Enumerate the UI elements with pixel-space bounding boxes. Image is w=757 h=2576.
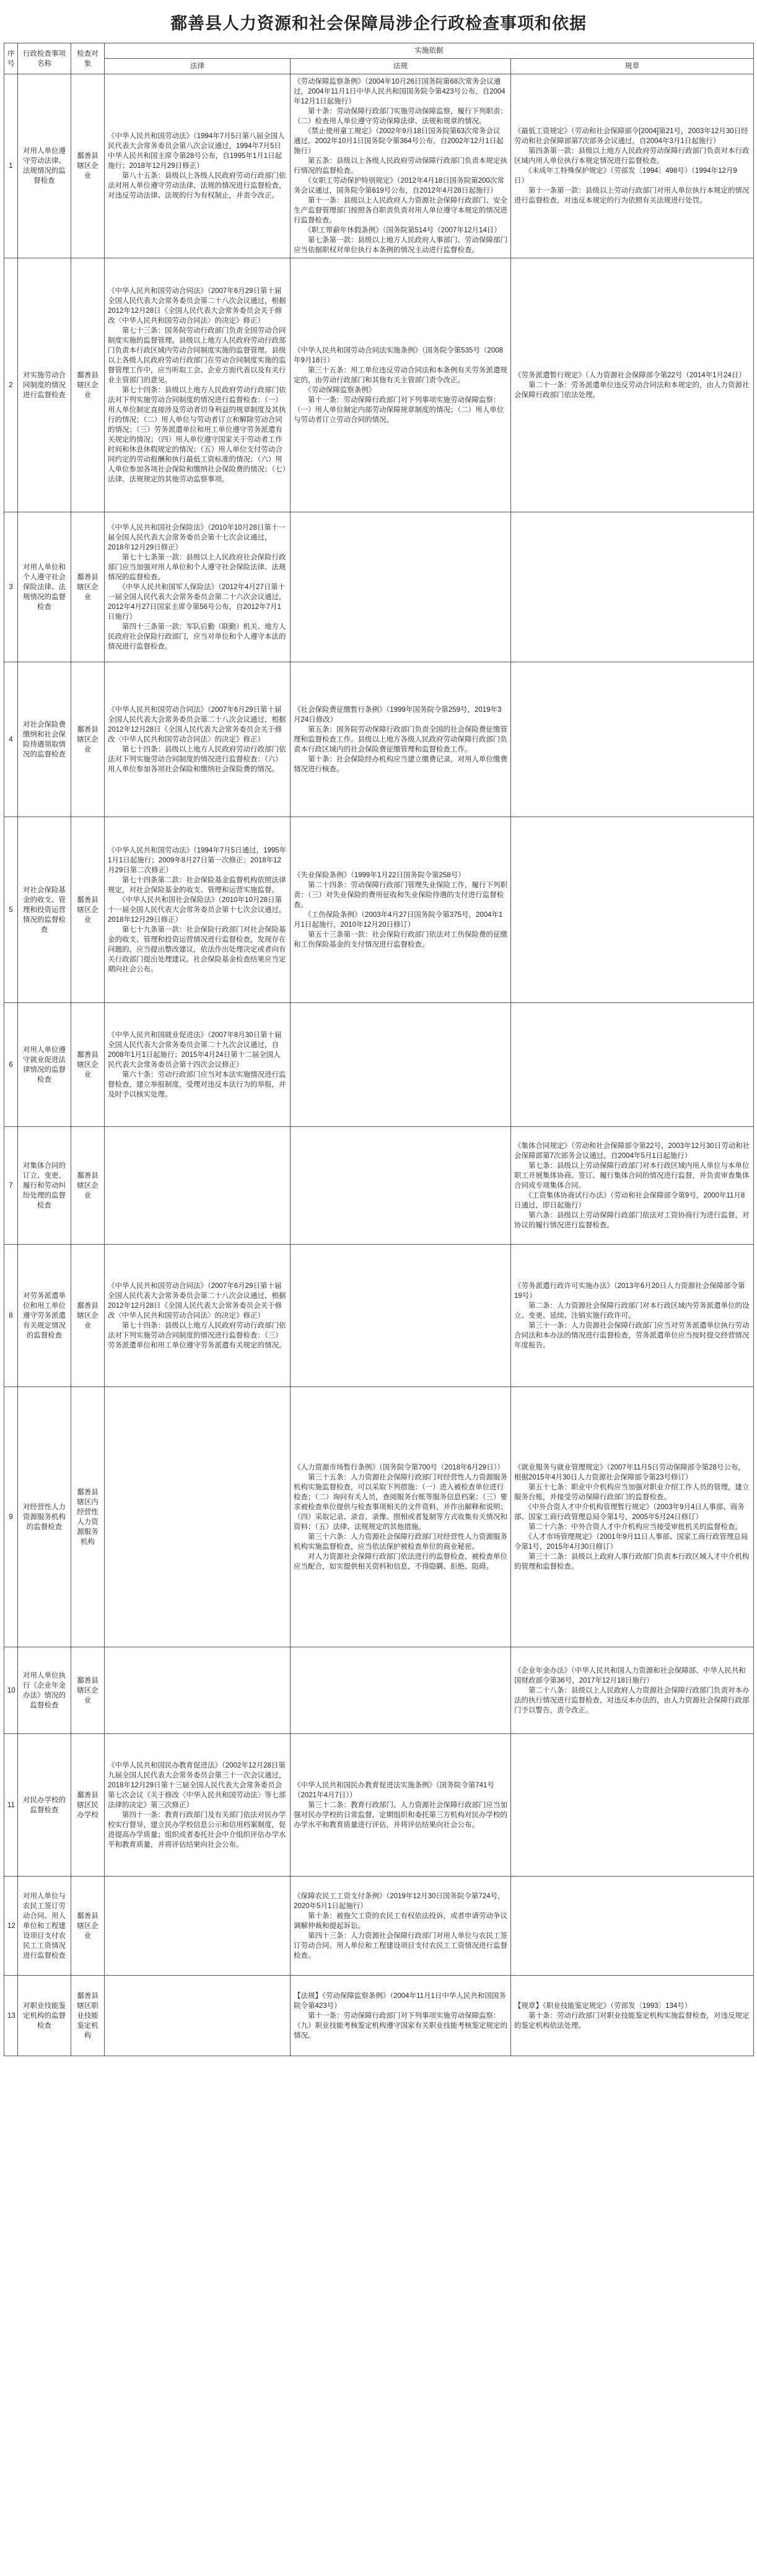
row-law (105, 1127, 291, 1245)
row-law: 《中华人民共和国劳动法》（1994年7月5日通过，1995年1月1日起施行；2009年8月27日第一次修正；2018年12月29日第二次修正） 第七十四条第二款：社会保险基金监督机构依照法律规定，对社会保险基金的收支、管理和运营实施监督。 《中华人民共和国社会保险法》（2010年10月28日第十一届全国人民代表大会常务委员会第十七次会议通过，2018年12月29日修正） 第七十九条第一款：社会保险行政部门对社会保险基金的收支、管理和投资运营情况进行监督检查，发现存在问题的，应当提出整改建议，依法作出处理决定或者向有关行政部门提出处理建议。社会保险基金检查结果应当定期向社会公布。 (105, 817, 291, 1003)
row-name: 对用人单位和个人遵守社会保险法律、法规情况的监督检查 (18, 512, 71, 662)
row-seq: 10 (4, 1647, 18, 1734)
table-row (4, 74, 754, 258)
row-regulation (291, 1245, 511, 1387)
row-regulation: 《保障农民工工资支付条例》（2019年12月30日国务院令第724号，2020年5月1日起施行） 第十条：被拖欠工资的农民工有权依法投诉，或者申请劳动争议调解仲裁和提起诉讼。 第四十三条：人力资源社会保障行政部门对用人单位与农民工签订劳动合同、用人单位和工程建设项目支付农民工工资情况进行监督检查。 (291, 1877, 511, 1976)
header-regulation: 法规 (291, 59, 511, 74)
row-rule: 《劳务派遣暂行规定》（人力资源社会保障部令第22号（2014年1月24日） 第二十一条：劳务派遣单位违反劳动合同法和本规定的，由人力资源社会保障行政部门依法处理。 (511, 258, 754, 512)
row-rule: 《集体合同规定》（劳动和社会保障部令第22号，2003年12月30日劳动和社会保障部第7次部务会议通过，自2004年5月1日起施行） 第七条：县级以上劳动保障行政部门对本行政区域内用人单位与本单位职工开展集体协商、签订、履行集体合同的情况进行监督，并负责审查集体合同或专项集体合同。 《工资集体协商试行办法》（劳动和社会保障部令第9号，2000年11月8日通过，即日起施行） 第六条：县级以上劳动保障行政部门依法对工资协商行为进行监督，对协议的履行情况进行监督检查。 (511, 1127, 754, 1245)
row-rule: 《最低工资规定》（劳动和社会保障部令[2004]第21号，2003年12月30日经劳动和社会保障部第7次部务会议通过，自2004年3月1日起施行） 第四条第一款：县级以上地方人民政府劳动保障行政部门负责对本行政区域内用人单位执行本规定情况进行监督检查。 《未成年工特殊保护规定》（劳部发〔1994〕498号）（1994年12月9日） 第十一条第一款：县级以上劳动行政部门对用人单位执行本规定的情况进行监督检查，对违反本规定的行为依照有关法规进行处罚。 (511, 74, 754, 258)
row-name: 对实施劳动合同制度的情况进行监督检查 (18, 258, 71, 512)
row-law: 《中华人民共和国劳动合同法》（2007年6月29日第十届全国人民代表大会常务委员会第二十八次会议通过，根据2012年12月28日《全国人民代表大会常务委员会关于修改〈中华人民共和国劳动合同法〉的决定》修正） 第七十四条：县级以上地方人民政府劳动行政部门依法对下列实施劳动合同制度的情况进行监督检查：（三）劳务派遣单位和用工单位遵守劳务派遣有关规定的情况。 (105, 1245, 291, 1387)
header-seq: 序号 (4, 43, 18, 74)
row-regulation (291, 1647, 511, 1734)
row-regulation: 《社会保险费征缴暂行条例》（1999年国务院令第259号，2019年3月24日修改） 第五条：国务院劳动保障行政部门负责全国的社会保险费征缴管理和监督检查工作。县级以上地方各级人民政府劳动保障行政部门负责本行政区域内的社会保险费征缴管理和监督检查工作。 第十条：社会保险经办机构应当建立缴费记录，对用人单位缴费情况进行核查。 (291, 662, 511, 817)
row-seq: 4 (4, 662, 18, 817)
row-name: 对职业技能鉴定机构的监督检查 (18, 1976, 71, 2056)
header-rule: 规章 (511, 59, 754, 74)
row-regulation: 《劳动保障监察条例》（2004年10月26日国务院第68次常务会议通过，2004年11月1日中华人民共和国国务院令第423号公布，自2004年12月1日起施行） 第十条：劳动保障行政部门实施劳动保障监察，履行下列职责：（二）检查用人单位遵守劳动保障法律、法规和规章的情况。 《禁止使用童工规定》（2002年9月18日国务院第63次常务会议通过，2002年10月1日国务院令第364号公布，自2002年12月1日起施行） 第五条：县级以上各级人民政府劳动保障行政部门负责本规定执行情况的监督检查。 《女职工劳动保护特别规定》（2012年4月18日国务院第200次常务会议通过，国务院令第619号公布，自2012年4月28日起施行） 第十一条：县级以上人民政府人力资源社会保障行政部门、安全生产监督管理部门按照各自职责负责对用人单位遵守本规定的情况进行监督检查。 《职工带薪年休假条例》（国务院第514号（2007年12月14日） 第七条第一款：县级以上地方人民政府人事部门、劳动保障部门应当依据职权对单位执行本条例的情况主动进行监督检查。 (291, 74, 511, 258)
row-seq: 7 (4, 1127, 18, 1245)
row-seq: 12 (4, 1877, 18, 1976)
table-row (4, 1003, 754, 1127)
row-object: 鄱善县辖区内经营性人力资源服务机构 (71, 1387, 105, 1647)
row-seq: 8 (4, 1245, 18, 1387)
table-row (4, 258, 754, 512)
row-object: 鄱善县辖区企业 (71, 1003, 105, 1127)
table-row (4, 817, 754, 1003)
row-law (105, 1647, 291, 1734)
table-row (4, 1877, 754, 1976)
table-row (4, 512, 754, 662)
row-rule (511, 1877, 754, 1976)
row-object: 鄱善县辖区企业 (71, 817, 105, 1003)
row-regulation (291, 1003, 511, 1127)
header-law: 法律 (105, 59, 291, 74)
row-object: 鄱善县辖区职业技能鉴定机构 (71, 1976, 105, 2056)
row-rule: 《企业年金办法》（中华人民共和国人力资源和社会保障部、中华人民共和国财政部令第36号，2017年12月18日施行） 第二十八条：县级以上人民政府人力资源社会保障行政部门负责对本办法的执行情况进行监督检查，对违反本办法的，由人力资源社会保障行政部门予以警告，责令改正。 (511, 1647, 754, 1734)
row-seq: 6 (4, 1003, 18, 1127)
row-regulation: 《中华人民共和国民办教育促进法实施条例》（国务院令第741号（2021年4月7日）） 第三十二条：教育行政部门、人力资源社会保障行政部门应当加强对民办学校的日常监督，定期组织和委托第三方机构对民办学校的办学水平和教育质量进行评估，并将评估结果向社会公布。 (291, 1734, 511, 1877)
row-seq: 3 (4, 512, 18, 662)
table-row (4, 662, 754, 817)
row-object: 鄱善县辖区企业 (71, 512, 105, 662)
row-law: 《中华人民共和国劳动合同法》（2007年6月29日第十届全国人民代表大会常务委员会第二十八次会议通过，根据2012年12月28日《全国人民代表大会常务委员会关于修改〈中华人民共和国劳动合同法〉的决定》修正） 第七十三条：国务院劳动行政部门负责全国劳动合同制度实施的监督管理。县级以上地方人民政府劳动行政部门负责本行政区域内劳动合同制度实施的监督管理。县级以上各级人民政府劳动行政部门在劳动合同制度实施的监督管理工作中，应当听取工会、企业方面代表以及有关行业主管部门的意见。 第七十四条：县级以上地方人民政府劳动行政部门依法对下列实施劳动合同制度的情况进行监督检查：（一）用人单位制定直接涉及劳动者切身利益的规章制度及其执行的情况；（二）用人单位与劳动者订立和解除劳动合同的情况；（三）劳务派遣单位和用工单位遵守劳务派遣有关规定的情况；（四）用人单位遵守国家关于劳动者工作时间和休息休假规定的情况；（五）用人单位支付劳动合同约定的劳动报酬和执行最低工资标准的情况；（六）用人单位参加各项社会保险和缴纳社会保险费的情况；（七）法律、法规规定的其他劳动监察事项。 (105, 258, 291, 512)
row-seq: 2 (4, 258, 18, 512)
row-seq: 13 (4, 1976, 18, 2056)
row-object: 鄱善县辖区企业 (71, 1647, 105, 1734)
row-rule: 《劳务派遣行政许可实施办法》（2013年6月20日人力资源社会保障部令第19号） 第二条：人力资源社会保障行政部门对本行政区域内劳务派遣单位的设立、变更、延续、注销实施行政许可。 第三十一条：人力资源社会保障行政部门应当对劳务派遣单位执行劳动合同法和本办法的情况进行监督检查，劳务派遣单位应当按时提交经营情况年度报告。 (511, 1245, 754, 1387)
row-regulation (291, 512, 511, 662)
row-rule (511, 1003, 754, 1127)
row-law (105, 1976, 291, 2056)
row-law: 《中华人民共和国劳动法》（1994年7月5日第八届全国人民代表大会常务委员会第八次会议通过，1994年7月5日中华人民共和国主席令第28号公布，自1995年1月1日起施行；2018年12月29日修正） 第八十五条：县级以上各级人民政府劳动行政部门依法对用人单位遵守劳动法律、法规的情况进行监督检查，对违反劳动法律、法规的行为有权制止，并责令改正。 (105, 74, 291, 258)
row-law: 《中华人民共和国民办教育促进法》（2002年12月28日第九届全国人民代表大会常务委员会第三十一次会议通过，2018年12月29日第十三届全国人民代表大会常务委员会第七次会议《关于修改〈中华人民共和国劳动法〉等七部法律的决定》第三次修正） 第四十一条：教育行政部门及有关部门依法对民办学校实行督导，建立民办学校信息公示和信用档案制度，促进提高办学质量；组织或者委托社会中介组织评估办学水平和教育质量，并将评估结果向社会公布。 (105, 1734, 291, 1877)
row-name: 对经营性人力资源服务机构的监督检查 (18, 1387, 71, 1647)
table-row (4, 1245, 754, 1387)
inspection-table (4, 43, 754, 2056)
row-seq: 1 (4, 74, 18, 258)
table-row (4, 1647, 754, 1734)
row-name: 对民办学校的监督检查 (18, 1734, 71, 1877)
row-name: 对集体合同的订立、变更、履行和劳动纠纷处理的监督检查 (18, 1127, 71, 1245)
row-regulation (291, 1127, 511, 1245)
row-object: 鄱善县辖区企业 (71, 258, 105, 512)
header-basis: 实施依据 (105, 43, 754, 59)
row-regulation: 《中华人民共和国劳动合同法实施条例》（国务院令第535号（2008年9月18日） 第三十五条：用工单位违反劳动合同法和本条例有关劳务派遣规定的，由劳动行政部门和其他有关主管部门责令改正。 《劳动保障监察条例》 第十一条：劳动保障行政部门对下列事项实施劳动保障监察：（一）用人单位制定内部劳动保障规章制度的情况；（二）用人单位与劳动者订立劳动合同的情况。 (291, 258, 511, 512)
table-row (4, 1387, 754, 1647)
table-row (4, 1127, 754, 1245)
row-law (105, 1877, 291, 1976)
row-object: 鄱善县辖区企业 (71, 1127, 105, 1245)
row-name: 对用人单位遵守就业促进法律情况的监督检查 (18, 1003, 71, 1127)
row-object: 鄱善县辖区企业 (71, 1245, 105, 1387)
row-name: 对劳务派遣单位和用工单位遵守劳务派遣有关规定情况的监督检查 (18, 1245, 71, 1387)
row-rule (511, 1734, 754, 1877)
row-seq: 9 (4, 1387, 18, 1647)
row-law: 《中华人民共和国劳动合同法》（2007年6月29日第十届全国人民代表大会常务委员会第二十八次会议通过，根据2012年12月28日《全国人民代表大会常务委员会关于修改〈中华人民共和国劳动合同法〉的决定》修正） 第七十四条：县级以上地方人民政府劳动行政部门依法对下列实施劳动合同制度的情况进行监督检查：（六）用人单位参加各项社会保险和缴纳社会保险费的情况。 (105, 662, 291, 817)
row-rule: 【规章】《职业技能鉴定规定》（劳部发〔1993〕134号） 第十条：劳动行政部门对职业技能鉴定机构实施监督检查，对违反规定的鉴定机构依法处理。 (511, 1976, 754, 2056)
row-regulation: 《失业保险条例》（1999年1月22日国务院令第258号） 第二十四条：劳动保障行政部门管理失业保险工作，履行下列职责：（三）对失业保险的费用征收和失业保险待遇的支付进行监督检查。 《工伤保险条例》（2003年4月27日国务院令第375号，2004年1月1日起施行，2010年12月20日修订） 第五十三条第一款：社会保险行政部门依法对工伤保险费的征缴和工伤保险基金的支付情况进行监督检查。 (291, 817, 511, 1003)
row-rule (511, 512, 754, 662)
table-row (4, 1976, 754, 2056)
row-object: 鄱善县辖区企业 (71, 74, 105, 258)
row-rule (511, 662, 754, 817)
row-regulation: 《人力资源市场暂行条例》（国务院令第700号（2018年6月29日）） 第三十五条：人力资源社会保障行政部门对经营性人力资源服务机构实施监督检查，可以采取下列措施：（一）进入被检查单位进行检查；（二）询问有关人员，查阅服务台账等服务信息档案；（三）要求被检查单位提供与检查事项相关的文件资料，并作出解释和说明；（四）采取记录、录音、录像、照相或者复制等方式收集有关情况和资料；（五）法律、法规规定的其他措施。 第三十六条：人力资源社会保障行政部门对经营性人力资源服务机构实施监督检查，应当依法保护被检查单位的商业秘密。 对人力资源社会保障行政部门依法进行的监督检查，被检查单位应当配合，如实提供相关资料和信息，不得隐瞒、拒绝、阻碍。 (291, 1387, 511, 1647)
header-name: 行政检查事项名称 (18, 43, 71, 74)
row-seq: 11 (4, 1734, 18, 1877)
row-rule: 《就业服务与就业管理规定》（2007年11月5日劳动保障部令第28号公布，根据2015年4月30日人力资源社会保障部令第23号修订） 第五十七条：职业中介机构应当加强对职业介绍工作人员的管理，建立服务台账，并接受劳动保障行政部门的监督检查。 《中外合资人才中介机构管理暂行规定》（2003年9月4日人事部、商务部、国家工商行政管理总局令第1号，2005年5月24日修订） 第二十六条：中外合资人才中介机构应当接受审批机关的监督检查。 《人才市场管理规定》（2001年9月11日人事部、国家工商行政管理总局令第1号，2015年4月30日修订） 第三十二条：县级以上政府人事行政部门负责本行政区域人才中介机构的管理和监督检查。 (511, 1387, 754, 1647)
row-regulation: 【法规】《劳动保障监察条例》（2004年11月1日中华人民共和国国务院令第423号） 第十一条：劳动保障行政部门对下列事项实施劳动保障监察：（九）职业技能考核鉴定机构遵守国家有关职业技能考核鉴定规定的情况。 (291, 1976, 511, 2056)
row-object: 鄱善县辖区企业 (71, 1877, 105, 1976)
row-law: 《中华人民共和国社会保险法》（2010年10月28日第十一届全国人民代表大会常务委员会第十七次会议通过，2018年12月29日修正） 第七十七条第一款：县级以上人民政府社会保险行政部门应当加强对用人单位和个人遵守社会保险法律、法规情况的监督检查。 《中华人民共和国军人保险法》（2012年4月27日第十一届全国人民代表大会常务委员会第二十六次会议通过，2012年4月27日国家主席令第56号公布，自2012年7月1日施行） 第四十三条第一款：军队后勤（联勤）机关、地方人民政府社会保险行政部门，应当对单位和个人遵守本法的情况进行监督检查。 (105, 512, 291, 662)
row-name: 对社会保险费缴纳和社会保险待遇领取情况的监督检查 (18, 662, 71, 817)
row-name: 对用人单位遵守劳动法律、法规情况的监督检查 (18, 74, 71, 258)
row-seq: 5 (4, 817, 18, 1003)
row-name: 对社会保险基金的收支、管理和投资运营情况的监督检查 (18, 817, 71, 1003)
row-law (105, 1387, 291, 1647)
page-title: 鄱善县人力资源和社会保障局涉企行政检查事项和依据 (170, 14, 587, 33)
row-name: 对用人单位执行《企业年金办法》情况的监督检查 (18, 1647, 71, 1734)
row-law: 《中华人民共和国就业促进法》（2007年8月30日第十届全国人民代表大会常务委员会第二十九次会议通过，自2008年1月1日起施行；2015年4月24日第十二届全国人民代表大会常务委员会第十四次会议修正） 第六十条：劳动行政部门应当对本法实施情况进行监督检查，建立举报制度，受理对违反本法行为的举报，并及时予以核实处理。 (105, 1003, 291, 1127)
row-object: 鄱善县辖区企业 (71, 662, 105, 817)
row-name: 对用人单位与农民工签订劳动合同、用人单位和工程建设项目支付农民工工资情况进行监督检查 (18, 1877, 71, 1976)
row-rule (511, 817, 754, 1003)
header-object: 检查对象 (71, 43, 105, 74)
row-object: 鄱善县辖区民办学校 (71, 1734, 105, 1877)
table-row (4, 1734, 754, 1877)
